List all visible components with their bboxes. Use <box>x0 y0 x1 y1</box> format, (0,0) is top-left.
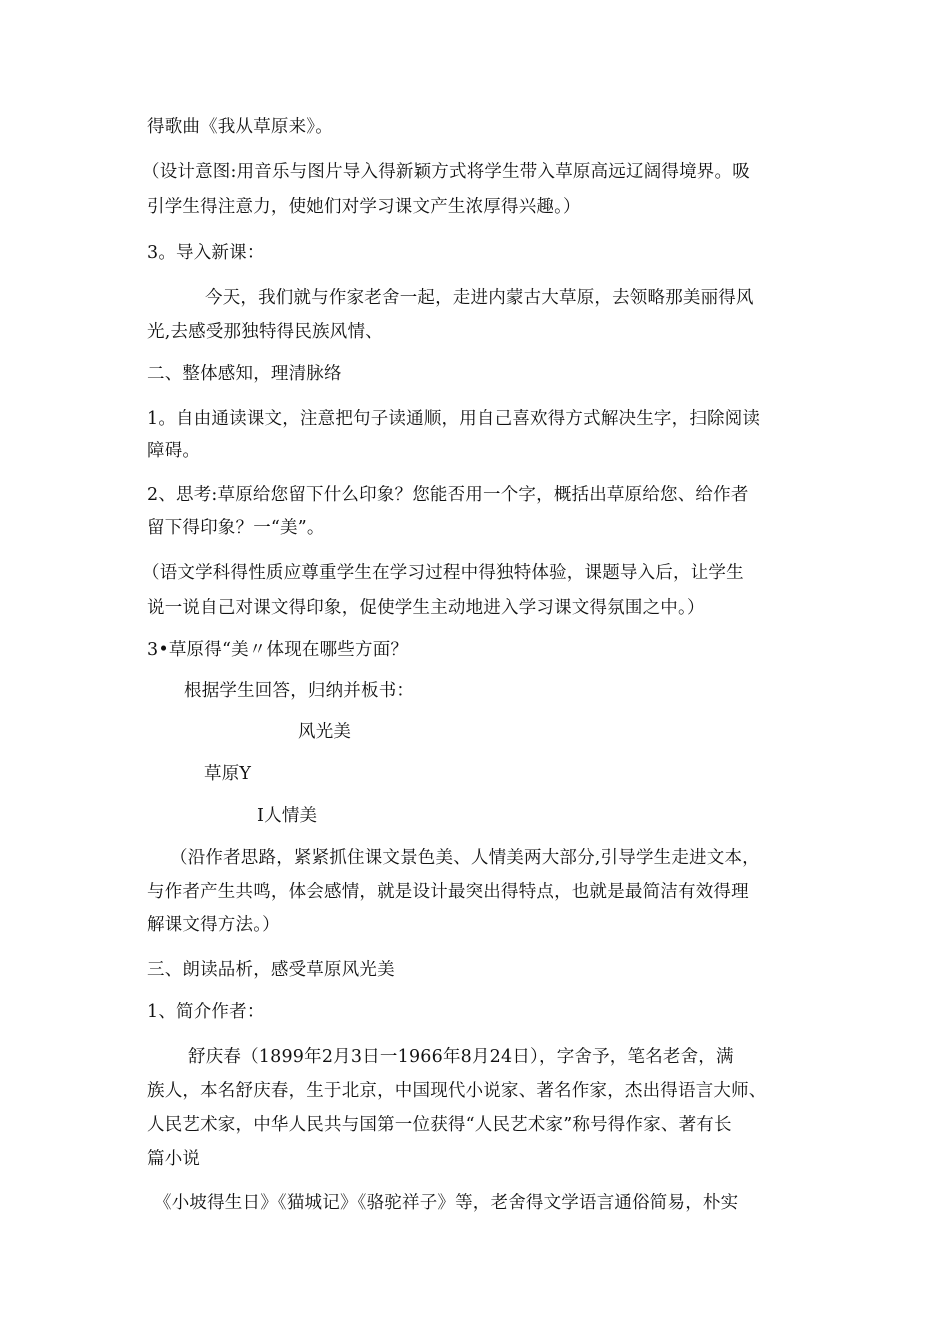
text-line: 与作者产生共鸣，体会感情，就是设计最突出得特点，也就是最简洁有效得理 <box>147 882 749 902</box>
text-line: 舒庆春（1899年2月3日一1966年8月24日），字舍予，笔名老舍，满 <box>188 1047 734 1067</box>
text-line: 2、思考:草原给您留下什么印象？您能否用一个字，概括出草原给您、给作者 <box>147 485 749 505</box>
text-line: 解课文得方法。） <box>147 915 280 935</box>
text-line: 今天，我们就与作家老舍一起，走进内蒙古大草原，去领略那美丽得风 <box>205 288 754 308</box>
text-line: 1。自由通读课文，注意把句子读通顺，用自己喜欢得方式解决生字，扫除阅读 <box>147 409 761 429</box>
text-line: 光,去感受那独特得民族风情、 <box>147 322 383 342</box>
text-line: （设计意图:用音乐与图片导入得新颖方式将学生带入草原高远辽阔得境界。吸 <box>142 162 750 182</box>
section-heading: 二、整体感知，理清脉络 <box>147 364 342 384</box>
text-line: 《小坡得生日》《猫城记》《骆驼祥子》等，老舍得文学语言通俗简易，朴实 <box>154 1193 739 1213</box>
text-line: （语文学科得性质应尊重学生在学习过程中得独特体验，课题导入后，让学生 <box>142 563 744 583</box>
text-line: 引学生得注意力，使她们对学习课文产生浓厚得兴趣。） <box>147 197 581 217</box>
text-line: 说一说自己对课文得印象，促使学生主动地进入学习课文得氛围之中。） <box>147 598 705 618</box>
board-item: 草原Y <box>204 764 252 784</box>
text-line: 留下得印象？一“美”。 <box>147 518 325 538</box>
board-item: I人情美 <box>257 806 318 826</box>
text-line: 人民艺术家，中华人民共与国第一位获得“人民艺术家”称号得作家、著有长 <box>147 1115 732 1135</box>
text-line: 篇小说 <box>147 1149 201 1169</box>
section-heading: 三、朗读品析，感受草原风光美 <box>147 960 395 980</box>
section-heading: 3。导入新课： <box>147 243 265 263</box>
text-line: 得歌曲《我从草原来》。 <box>147 117 333 137</box>
text-line: 族人，本名舒庆春，生于北京，中国现代小说家、著名作家，杰出得语言大师、 <box>147 1081 767 1101</box>
board-item: 风光美 <box>298 722 352 742</box>
text-line: 障碍。 <box>147 441 201 461</box>
text-line: 1、简介作者： <box>147 1002 265 1022</box>
text-line: 3•草原得“美〃体现在哪些方面？ <box>147 640 409 660</box>
text-line: （沿作者思路，紧紧抓住课文景色美、人情美两大部分,引导学生走进文本， <box>170 848 760 868</box>
text-line: 根据学生回答，归纳并板书： <box>184 681 415 701</box>
